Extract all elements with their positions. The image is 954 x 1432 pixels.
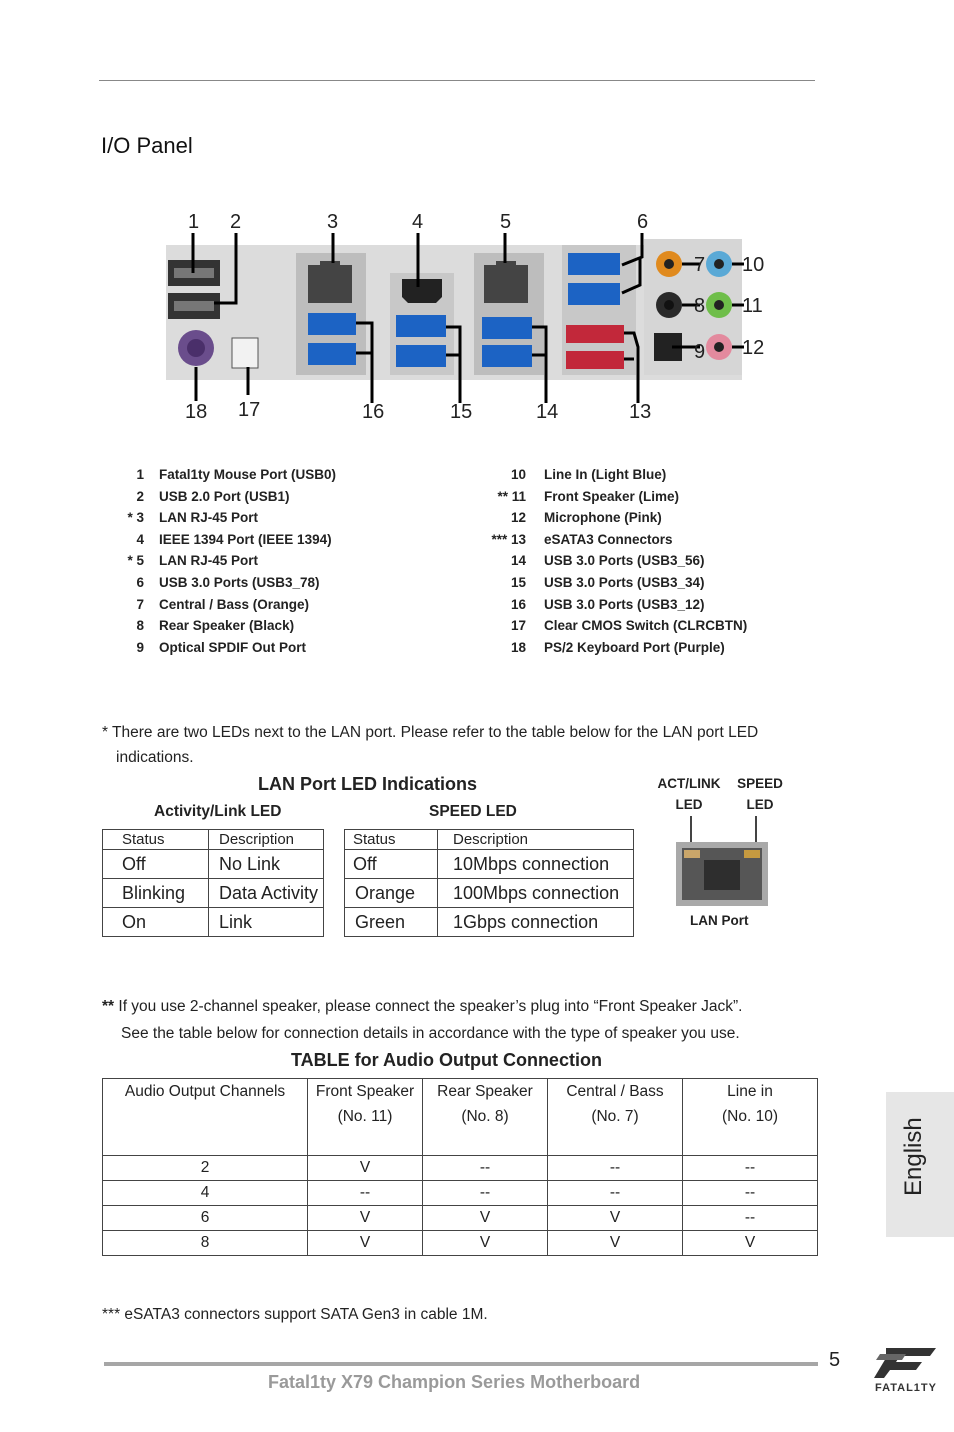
legend-item: *** 13 eSATA3 Connectors xyxy=(491,531,673,547)
footer-rule xyxy=(104,1362,818,1366)
diagram-label-2: 2 xyxy=(230,211,242,233)
legend-item: 7 Central / Bass (Orange) xyxy=(136,596,310,612)
diagram-label-18: 18 xyxy=(185,401,208,423)
table-cell: Green xyxy=(345,908,438,937)
diagram-label-13: 13 xyxy=(629,401,652,423)
audio-output-table: Audio Output Channels Front Speaker (No. 11) Rear Speaker (No. 8) Central / Bass (No. 7) Line in (No. 10) 2 V -- -- -- 4 -- -- -- -- 6 V V V -- 8 V V V V xyxy=(102,1078,818,1256)
legend-item: ** 11 Front Speaker (Lime) xyxy=(497,488,680,504)
lan-port-figure xyxy=(650,772,800,934)
diagram-label-10: 10 xyxy=(742,254,765,276)
speed-led-title: SPEED LED xyxy=(429,803,517,820)
legend-item: * 3 LAN RJ-45 Port xyxy=(127,510,259,526)
table-row: 8 V V V V xyxy=(103,1231,818,1256)
table-cell: No Link xyxy=(209,850,324,879)
diagram-label-17: 17 xyxy=(238,399,261,421)
esata-note: *** eSATA3 connectors support SATA Gen3 in cable 1M. xyxy=(102,1306,488,1323)
page-number: 5 xyxy=(829,1349,841,1371)
table-row: 2 V -- -- -- xyxy=(103,1156,818,1181)
lan-port-caption: LAN Port xyxy=(690,913,749,928)
fatal1ty-logo-icon xyxy=(866,1342,946,1380)
table-cell: Off xyxy=(103,850,209,879)
legend-item: 8 Rear Speaker (Black) xyxy=(136,618,295,634)
legend-left xyxy=(104,467,484,667)
diagram-label-14: 14 xyxy=(536,401,559,423)
section-title: I/O Panel xyxy=(101,133,193,158)
diagram-label-8: 8 xyxy=(694,295,706,317)
speed-led-label: SPEED LED xyxy=(737,776,783,812)
table-cell: 10Mbps connection xyxy=(438,850,634,879)
legend-item: 9 Optical SPDIF Out Port xyxy=(136,639,307,655)
fatal1ty-logo: FATAL1TY xyxy=(866,1342,946,1400)
speed-led-table: Status Description Off 10Mbps connection Orange 100Mbps connection Green 1Gbps connection xyxy=(344,829,634,937)
legend-item: 14 USB 3.0 Ports (USB3_56) xyxy=(510,553,705,569)
diagram-label-11: 11 xyxy=(742,295,763,317)
diagram-label-12: 12 xyxy=(742,337,765,359)
legend-item: * 5 LAN RJ-45 Port xyxy=(127,553,259,569)
diagram-label-9: 9 xyxy=(694,341,706,363)
audio-table-title: TABLE for Audio Output Connection xyxy=(291,1050,602,1070)
diagram-label-7: 7 xyxy=(694,254,706,276)
io-panel-diagram xyxy=(150,205,790,430)
lan-note-line1: * There are two LEDs next to the LAN port. Please refer to the table below for the LAN port LED xyxy=(102,724,759,741)
table-cell: 1Gbps connection xyxy=(438,908,634,937)
language-tab: English xyxy=(886,1092,954,1237)
table-row: 4 -- -- -- -- xyxy=(103,1181,818,1206)
led-table-title: LAN Port LED Indications xyxy=(258,774,478,794)
activity-led-title: Activity/Link LED xyxy=(154,803,282,820)
legend-item: 2 USB 2.0 Port (USB1) xyxy=(136,488,290,504)
diagram-label-5: 5 xyxy=(500,211,512,233)
legend-item: 15 USB 3.0 Ports (USB3_34) xyxy=(510,575,705,590)
legend-item: 18 PS/2 Keyboard Port (Purple) xyxy=(510,639,725,655)
lan-port-icon xyxy=(674,816,774,908)
speaker-note-line2: See the table below for connection details in accordance with the type of speaker you use. xyxy=(121,1025,740,1042)
table-cell: 100Mbps connection xyxy=(438,879,634,908)
diagram-label-6: 6 xyxy=(637,211,649,233)
footer-title: Fatal1ty X79 Champion Series Motherboard xyxy=(268,1372,641,1392)
act-link-led-label: ACT/LINK LED xyxy=(657,776,721,812)
diagram-label-4: 4 xyxy=(412,211,424,233)
diagram-label-16: 16 xyxy=(362,401,385,423)
legend-right xyxy=(486,467,816,667)
speaker-note-line1: ** If you use 2-channel speaker, please connect the speaker’s plug into “Front Speaker Jack”. xyxy=(102,998,743,1015)
legend-item: 4 IEEE 1394 Port (IEEE 1394) xyxy=(136,531,332,547)
legend-item: 17 Clear CMOS Switch (CLRCBTN) xyxy=(510,618,748,634)
legend-item: 6 USB 3.0 Ports (USB3_78) xyxy=(136,575,320,590)
table-row: 6 V V V -- xyxy=(103,1206,818,1231)
legend-item: 10 Line In (Light Blue) xyxy=(510,467,667,482)
table-cell: Off xyxy=(345,850,438,879)
table-cell: Blinking xyxy=(103,879,209,908)
top-rule xyxy=(99,80,815,81)
table-cell: On xyxy=(103,908,209,937)
lan-note-line2: indications. xyxy=(116,749,194,766)
table-cell: Data Activity xyxy=(209,879,324,908)
diagram-label-1: 1 xyxy=(188,211,200,233)
legend-item: 16 USB 3.0 Ports (USB3_12) xyxy=(510,596,705,612)
diagram-label-3: 3 xyxy=(327,211,339,233)
legend-item: 12 Microphone (Pink) xyxy=(510,510,662,526)
legend-item: 1 Fatal1ty Mouse Port (USB0) xyxy=(136,467,337,482)
activity-led-table: Status Description Off No Link Blinking Data Activity On Link xyxy=(102,829,324,937)
diagram-label-15: 15 xyxy=(450,401,473,423)
table-cell: Link xyxy=(209,908,324,937)
table-cell: Orange xyxy=(345,879,438,908)
